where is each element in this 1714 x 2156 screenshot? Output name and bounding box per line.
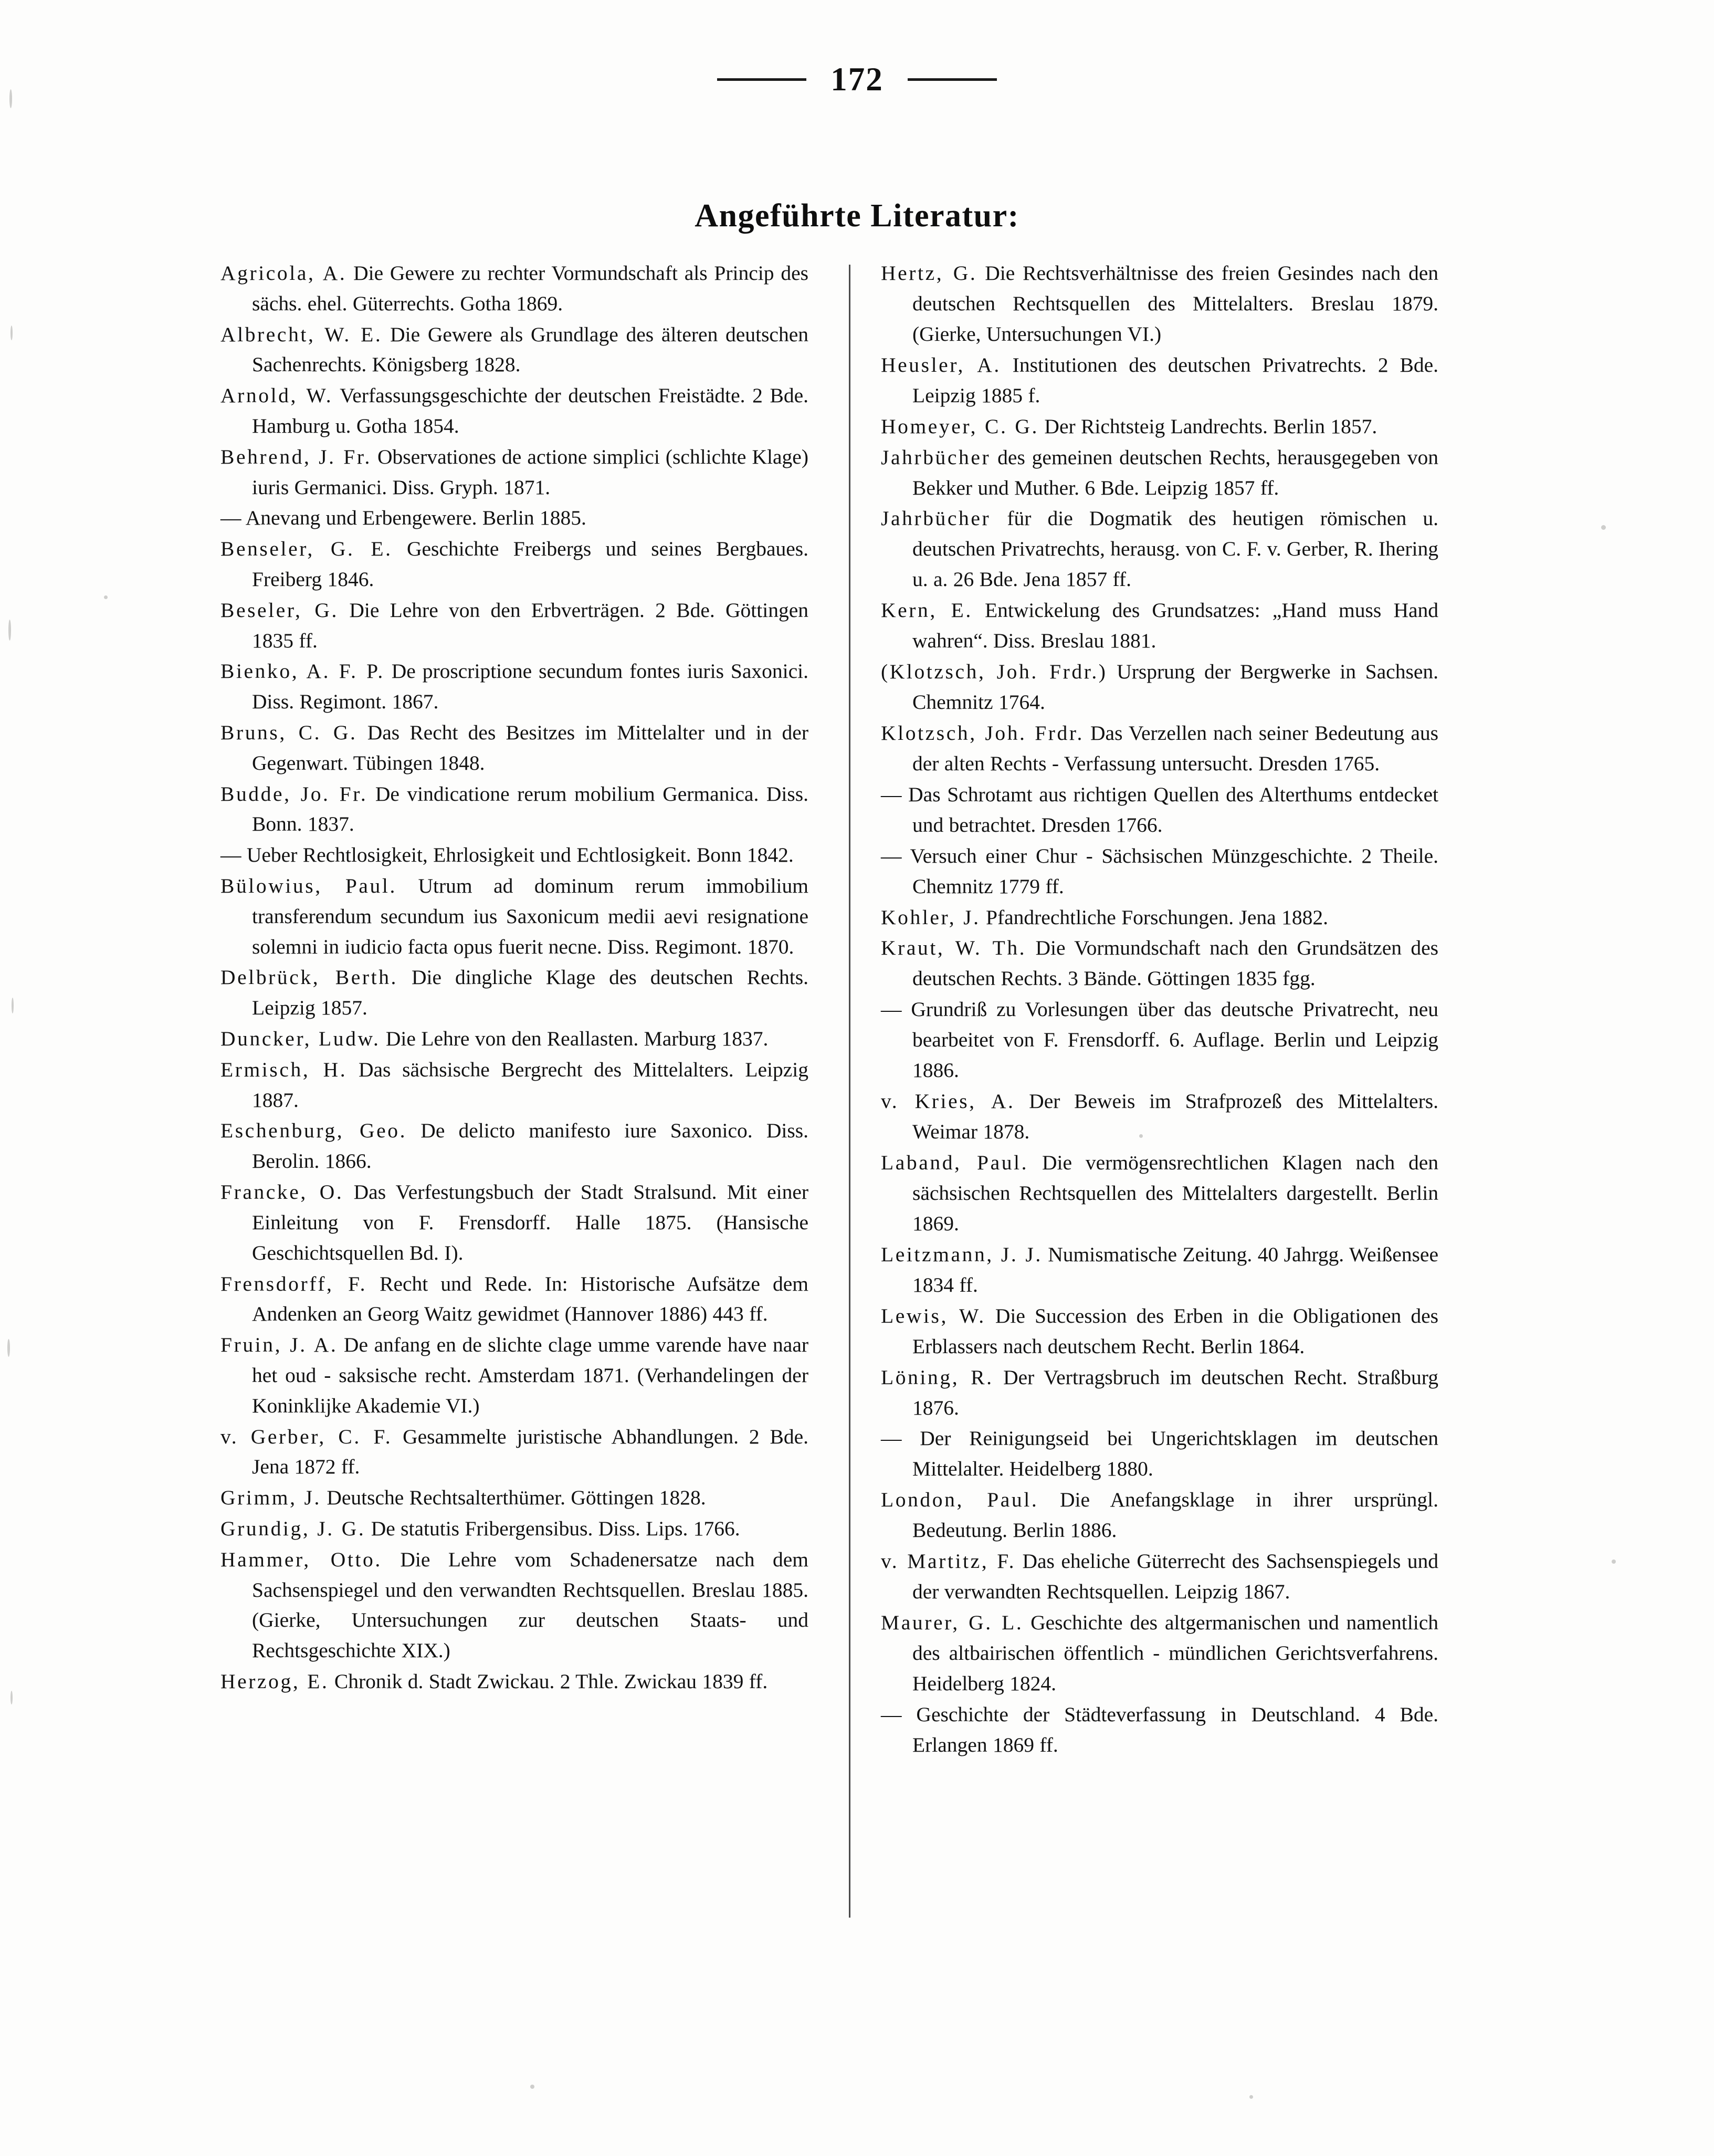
entry-title: Der Vertragsbruch im deutschen Recht. Straßburg 1876.	[912, 1365, 1438, 1419]
entry-author: Agricola, A.	[220, 261, 347, 285]
entry-author: Jahrbücher	[881, 445, 991, 469]
bibliography-entry	[881, 718, 1438, 779]
bibliography-right-column	[829, 258, 1438, 1761]
entry-author: v. Martitz, F.	[881, 1550, 1016, 1573]
bibliography-entry	[881, 1608, 1438, 1699]
entry-title: Die Lehre von den Reallasten. Marburg 1837.	[380, 1027, 769, 1051]
bibliography-continuation-entry	[220, 840, 808, 871]
bibliography-entry	[220, 962, 808, 1023]
bibliography-entry	[881, 903, 1438, 933]
entry-author: Benseler, G. E.	[220, 537, 393, 561]
entry-author: Bienko, A. F. P.	[220, 660, 385, 683]
bibliography-left-column	[220, 258, 829, 1761]
entry-title: Das Verfestungsbuch der Stadt Stralsund. Mit einer Einleitung von F. Frensdorff. Halle 1875. (Hansische Geschichtsquellen Bd. I).	[252, 1180, 809, 1264]
entry-author: Delbrück, Berth.	[220, 966, 398, 989]
bibliography-entry	[220, 871, 808, 962]
entry-title: Gesammelte juristische Abhandlungen. 2 Bde. Jena 1872 ff.	[252, 1425, 808, 1479]
entry-title: Ursprung der Bergwerke in Sachsen. Chemnitz 1764.	[912, 660, 1438, 714]
entry-author: Grimm, J.	[220, 1486, 321, 1510]
em-dash-marker: —	[881, 998, 902, 1021]
bibliography-continuation-entry	[881, 1424, 1438, 1484]
entry-title: Numismatische Zeitung. 40 Jahrgg. Weißensee 1834 ff.	[912, 1242, 1438, 1296]
entry-title: des gemeinen deutschen Rechts, herausgegeben von Bekker und Muther. 6 Bde. Leipzig 1857 ff.	[912, 445, 1438, 499]
bibliography-entry	[881, 412, 1438, 442]
bibliography-entry	[881, 1546, 1438, 1607]
em-dash-marker: —	[220, 506, 241, 530]
entry-title: Chronik d. Stadt Zwickau. 2 Thle. Zwickau 1839 ff.	[329, 1670, 768, 1693]
entry-title: Anevang und Erbengewere. Berlin 1885.	[241, 506, 586, 530]
scan-speckle	[10, 1691, 13, 1704]
entry-title: Geschichte der Städteverfassung in Deutschland. 4 Bde. Erlangen 1869 ff.	[901, 1702, 1438, 1756]
entry-title: De proscriptione secundum fontes iuris Saxonici. Diss. Regimont. 1867.	[252, 660, 808, 714]
scan-speckle	[530, 2085, 534, 2089]
entry-author: Bruns, C. G.	[220, 721, 357, 745]
entry-title: Utrum ad dominum rerum immobilium transferendum secundum ius Saxonicum medii aevi resignatione solemni in iudicio facta opus fuerit necne. Diss. Regimont. 1870.	[252, 874, 808, 958]
scan-speckle	[1249, 2095, 1253, 2099]
bibliography-entry	[220, 258, 808, 319]
bibliography-continuation-entry	[220, 503, 808, 533]
running-head	[0, 63, 1714, 96]
bibliography-entry	[220, 1545, 808, 1666]
entry-title: Die dingliche Klage des deutschen Rechts. Leipzig 1857.	[252, 966, 809, 1020]
entry-author: v. Gerber, C. F.	[220, 1425, 393, 1448]
entry-title: Der Reinigungseid bei Ungerichtsklagen im deutschen Mittelalter. Heidelberg 1880.	[901, 1427, 1438, 1481]
bibliography-entry	[881, 1485, 1438, 1546]
entry-author: Heusler, A.	[881, 353, 1001, 376]
entry-author: London, Paul.	[881, 1488, 1039, 1512]
bibliography-entry	[881, 1363, 1438, 1424]
page-number: 172	[830, 61, 884, 98]
rule-left	[717, 78, 806, 81]
bibliography-entry	[220, 1055, 808, 1116]
entry-title: Observationes de actione simplici (schlichte Klage) iuris Germanici. Diss. Gryph. 1871.	[252, 445, 808, 499]
entry-author: Laband, Paul.	[881, 1151, 1029, 1175]
entry-title: Die Rechtsverhältnisse des freien Gesindes nach den deutschen Rechtsquellen des Mittelalters. Breslau 1879. (Gierke, Untersuchungen VI.)	[912, 261, 1439, 346]
entry-author: Löning, R.	[881, 1365, 994, 1389]
entry-title: Ueber Rechtlosigkeit, Ehrlosigkeit und Echtlosigkeit. Bonn 1842.	[241, 843, 794, 867]
entry-author: Fruin, J. A.	[220, 1333, 338, 1357]
scan-speckle	[104, 595, 108, 599]
scan-speckle	[12, 998, 14, 1013]
entry-author: (Klotzsch, Joh. Frdr.)	[881, 660, 1108, 684]
bibliography	[220, 258, 1491, 1761]
entry-author: Albrecht, W. E.	[220, 322, 383, 346]
em-dash-marker: —	[220, 843, 241, 867]
entry-author: Ermisch, H.	[220, 1058, 348, 1081]
entry-title: De anfang en de slichte clage umme varende have naar het oud - saksische recht. Amsterdam 1871. (Verhandelingen der Koninklijke Akademie VI.)	[252, 1333, 809, 1417]
entry-title: De statutis Fribergensibus. Diss. Lips. 1766.	[365, 1516, 740, 1540]
bibliography-entry	[220, 1422, 808, 1483]
bibliography-entry	[220, 1116, 808, 1177]
bibliography-entry	[881, 350, 1438, 411]
scan-speckle	[1601, 525, 1606, 530]
entry-title: Geschichte Freibergs und seines Bergbaues. Freiberg 1846.	[252, 537, 809, 591]
entry-author: Jahrbücher	[881, 507, 991, 530]
bibliography-entry	[220, 595, 808, 656]
entry-author: Francke, O.	[220, 1180, 344, 1204]
entry-title: Recht und Rede. In: Historische Aufsätze dem Andenken an Georg Waitz gewidmet (Hannover 1886) 443 ff.	[252, 1272, 808, 1326]
entry-author: Kohler, J.	[881, 905, 981, 929]
section-heading: Angeführte Literatur:	[695, 198, 1019, 234]
bibliography-entry	[220, 1330, 808, 1421]
entry-author: Hertz, G.	[881, 261, 977, 285]
entry-author: Hammer, Otto.	[220, 1547, 382, 1571]
scan-speckle	[7, 1339, 10, 1357]
bibliography-entry	[220, 1514, 808, 1544]
entry-author: Duncker, Ludw.	[220, 1027, 381, 1051]
entry-author: Grundig, J. G.	[220, 1516, 366, 1540]
entry-title: Entwickelung des Grundsatzes: „Hand muss Hand wahren“. Diss. Breslau 1881.	[912, 599, 1439, 653]
entry-title: Das sächsische Bergrecht des Mittelalters. Leipzig 1887.	[252, 1058, 808, 1112]
entry-title: Deutsche Rechtsalterthümer. Göttingen 1828.	[321, 1486, 706, 1510]
entry-author: Herzog, E.	[220, 1670, 329, 1693]
bibliography-continuation-entry	[881, 995, 1438, 1086]
entry-title: Die Vormundschaft nach den Grundsätzen des deutschen Rechts. 3 Bände. Göttingen 1835 fgg.	[912, 936, 1438, 990]
entry-author: Arnold, W.	[220, 384, 333, 407]
bibliography-entry	[881, 1240, 1438, 1301]
entry-author: Leitzmann, J. J.	[881, 1242, 1043, 1266]
entry-title: Die Anefangsklage in ihrer ursprüngl. Bedeutung. Berlin 1886.	[912, 1488, 1438, 1542]
bibliography-entry	[881, 504, 1438, 595]
bibliography-entry	[220, 1667, 808, 1697]
entry-title: De vindicatione rerum mobilium Germanica. Diss. Bonn. 1837.	[252, 782, 808, 836]
entry-title: Das Recht des Besitzes im Mittelalter und in der Gegenwart. Tübingen 1848.	[252, 721, 808, 775]
bibliography-entry	[881, 1148, 1438, 1239]
scan-speckle	[8, 620, 11, 641]
entry-title: Die Gewere zu rechter Vormundschaft als Princip des sächs. ehel. Güterrechts. Gotha 1869.	[252, 261, 808, 315]
entry-author: Kern, E.	[881, 599, 973, 622]
entry-author: Bülowius, Paul.	[220, 874, 397, 897]
scan-speckle	[10, 326, 13, 340]
entry-title: Die Lehre vom Schadenersatze nach dem Sachsenspiegel und den verwandten Rechtsquellen. Breslau 1885. (Gierke, Untersuchungen zur deutschen Staats- und Rechtsgeschichte XIX.)	[252, 1547, 808, 1662]
entry-author: Klotzsch, Joh. Frdr.	[881, 721, 1084, 745]
bibliography-entry	[220, 779, 808, 840]
scan-speckle	[1612, 1560, 1616, 1564]
entry-title: Das Verzellen nach seiner Bedeutung aus der alten Rechts - Verfassung untersucht. Dresden 1765.	[912, 721, 1438, 775]
bibliography-entry	[220, 1269, 808, 1330]
entry-author: Lewis, W.	[881, 1304, 986, 1327]
entry-title: Der Richtsteig Landrechts. Berlin 1857.	[1039, 414, 1377, 438]
entry-title: Das Schrotamt aus richtigen Quellen des Alterthums entdecket und betrachtet. Dresden 1766.	[901, 782, 1438, 836]
entry-title: Grundriß zu Vorlesungen über das deutsche Privatrecht, neu bearbeitet von F. Frensdorff. 6. Auflage. Berlin und Leipzig 1886.	[901, 998, 1438, 1082]
entry-title: De delicto manifesto iure Saxonico. Diss. Berolin. 1866.	[252, 1119, 808, 1173]
entry-author: Eschenburg, Geo.	[220, 1119, 407, 1143]
entry-author: Frensdorff, F.	[220, 1272, 367, 1295]
bibliography-entry	[881, 443, 1438, 504]
bibliography-entry	[220, 656, 808, 717]
entry-title: Institutionen des deutschen Privatrechts. 2 Bde. Leipzig 1885 f.	[912, 353, 1438, 407]
bibliography-entry	[220, 320, 808, 381]
bibliography-entry	[881, 1086, 1438, 1147]
entry-title: Das eheliche Güterrecht des Sachsenspiegels und der verwandten Rechtsquellen. Leipzig 1867.	[912, 1550, 1438, 1604]
entry-author: Kraut, W. Th.	[881, 936, 1027, 960]
entry-author: Beseler, G.	[220, 598, 339, 622]
entry-title: Pfandrechtliche Forschungen. Jena 1882.	[980, 905, 1328, 929]
entry-title: für die Dogmatik des heutigen römischen u. deutschen Privatrechts, herausg. von C. F. v. Gerber, R. Ihering u. a. 26 Bde. Jena 1857 ff.	[912, 507, 1439, 591]
em-dash-marker: —	[881, 1427, 902, 1450]
bibliography-entry	[881, 1301, 1438, 1362]
bibliography-entry	[220, 1177, 808, 1269]
bibliography-continuation-entry	[881, 1700, 1438, 1761]
entry-title: Die vermögensrechtlichen Klagen nach den sächsischen Rechtsquellen des Mittelalters dargestellt. Berlin 1869.	[912, 1151, 1438, 1235]
entry-author: Budde, Jo. Fr.	[220, 782, 368, 805]
em-dash-marker: —	[881, 844, 902, 867]
entry-title: Verfassungsgeschichte der deutschen Freistädte. 2 Bde. Hamburg u. Gotha 1854.	[252, 384, 808, 438]
entry-title: Der Beweis im Strafprozeß des Mittelalters. Weimar 1878.	[912, 1090, 1438, 1144]
entry-title: Geschichte des altgermanischen und namentlich des altbairischen öffentlich - mündlichen Gerichtsverfahrens. Heidelberg 1824.	[912, 1611, 1438, 1695]
bibliography-continuation-entry	[881, 841, 1438, 902]
bibliography-entry	[881, 595, 1438, 656]
bibliography-entry	[220, 718, 808, 779]
bibliography-entry	[220, 381, 808, 442]
bibliography-entry	[881, 933, 1438, 994]
entry-author: Maurer, G. L.	[881, 1611, 1024, 1635]
entry-title: Versuch einer Chur - Sächsischen Münzgeschichte. 2 Theile. Chemnitz 1779 ff.	[901, 844, 1438, 898]
bibliography-entry	[881, 258, 1438, 350]
em-dash-marker: —	[881, 782, 902, 806]
entry-title: Die Succession des Erben in die Obligationen des Erblassers nach deutschem Recht. Berlin 1864.	[912, 1304, 1438, 1358]
bibliography-entry	[881, 657, 1438, 718]
bibliography-continuation-entry	[881, 780, 1438, 841]
bibliography-entry	[220, 1483, 808, 1513]
entry-author: Homeyer, C. G.	[881, 414, 1039, 438]
em-dash-marker: —	[881, 1702, 902, 1726]
bibliography-entry	[220, 442, 808, 503]
bibliography-entry	[220, 1024, 808, 1054]
entry-title: Die Gewere als Grundlage des älteren deutschen Sachenrechts. Königsberg 1828.	[252, 322, 809, 376]
entry-author: v. Kries, A.	[881, 1090, 1015, 1113]
entry-title: Die Lehre von den Erbverträgen. 2 Bde. Göttingen 1835 ff.	[252, 598, 808, 652]
rule-right	[908, 78, 997, 81]
entry-author: Behrend, J. Fr.	[220, 445, 372, 468]
bibliography-entry	[220, 534, 808, 595]
